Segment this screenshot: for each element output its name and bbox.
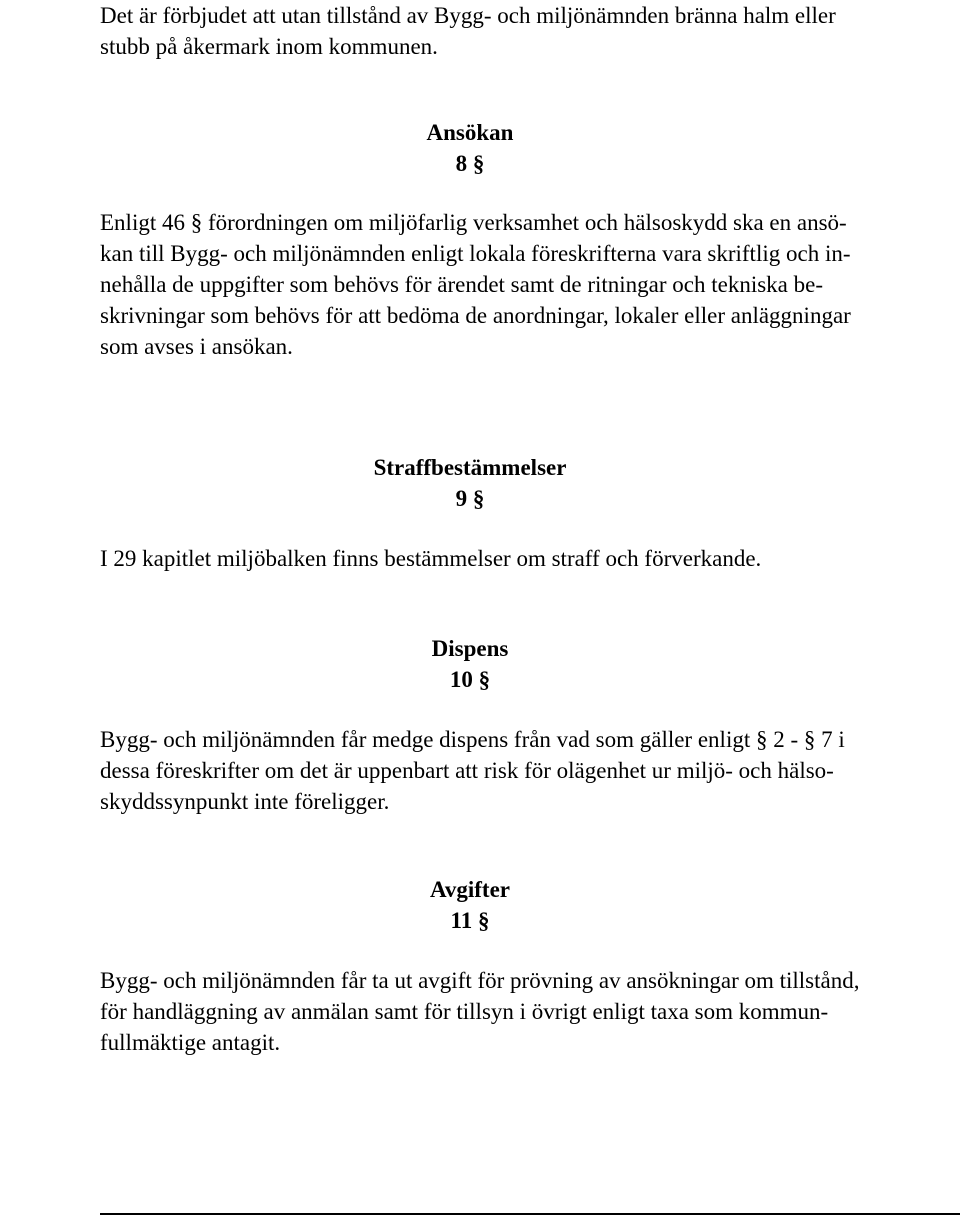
section-title-straffbestammelser: Straffbestämmelser bbox=[373, 455, 567, 480]
footer-divider bbox=[100, 1213, 960, 1215]
section-8-line-5: som avses i ansökan. bbox=[100, 334, 293, 359]
section-11-line-2: för handläggning av anmälan samt för tillsyn i övrigt enligt taxa som kommun- bbox=[100, 999, 829, 1024]
section-10-line-2: dessa föreskrifter om det är uppenbart att risk för olägenhet ur miljö- och hälso- bbox=[100, 758, 834, 783]
section-8-line-3: nehålla de uppgifter som behövs för ärendet samt de ritningar och tekniska be- bbox=[100, 272, 823, 297]
section-10-line-3: skyddssynpunkt inte föreligger. bbox=[100, 789, 390, 814]
section-8-line-1: Enligt 46 § förordningen om miljöfarlig verksamhet och hälsoskydd ska en ansö- bbox=[100, 210, 847, 235]
section-paragraph-number-8: 8 § bbox=[455, 151, 485, 176]
section-8-line-2: kan till Bygg- och miljönämnden enligt lokala föreskrifterna vara skriftlig och in- bbox=[100, 241, 851, 266]
section-paragraph-number-10: 10 § bbox=[449, 667, 491, 692]
intro-line-2: stubb på åkermark inom kommunen. bbox=[100, 34, 438, 59]
section-title-dispens: Dispens bbox=[431, 636, 509, 661]
section-11-line-3: fullmäktige antagit. bbox=[100, 1030, 281, 1055]
section-paragraph-number-11: 11 § bbox=[450, 908, 490, 933]
section-title-avgifter: Avgifter bbox=[429, 877, 511, 902]
section-9-line-1: I 29 kapitlet miljöbalken finns bestämmelser om straff och förverkande. bbox=[100, 546, 762, 571]
section-paragraph-number-9: 9 § bbox=[455, 486, 485, 511]
section-10-line-1: Bygg- och miljönämnden får medge dispens från vad som gäller enligt § 2 - § 7 i bbox=[100, 727, 845, 752]
section-8-line-4: skrivningar som behövs för att bedöma de anordningar, lokaler eller anläggningar bbox=[100, 303, 851, 328]
section-title-ansokan: Ansökan bbox=[426, 120, 514, 145]
intro-line-1: Det är förbjudet att utan tillstånd av Bygg- och miljönämnden bränna halm eller bbox=[100, 3, 836, 28]
section-11-line-1: Bygg- och miljönämnden får ta ut avgift för prövning av ansökningar om tillstånd, bbox=[100, 968, 860, 993]
